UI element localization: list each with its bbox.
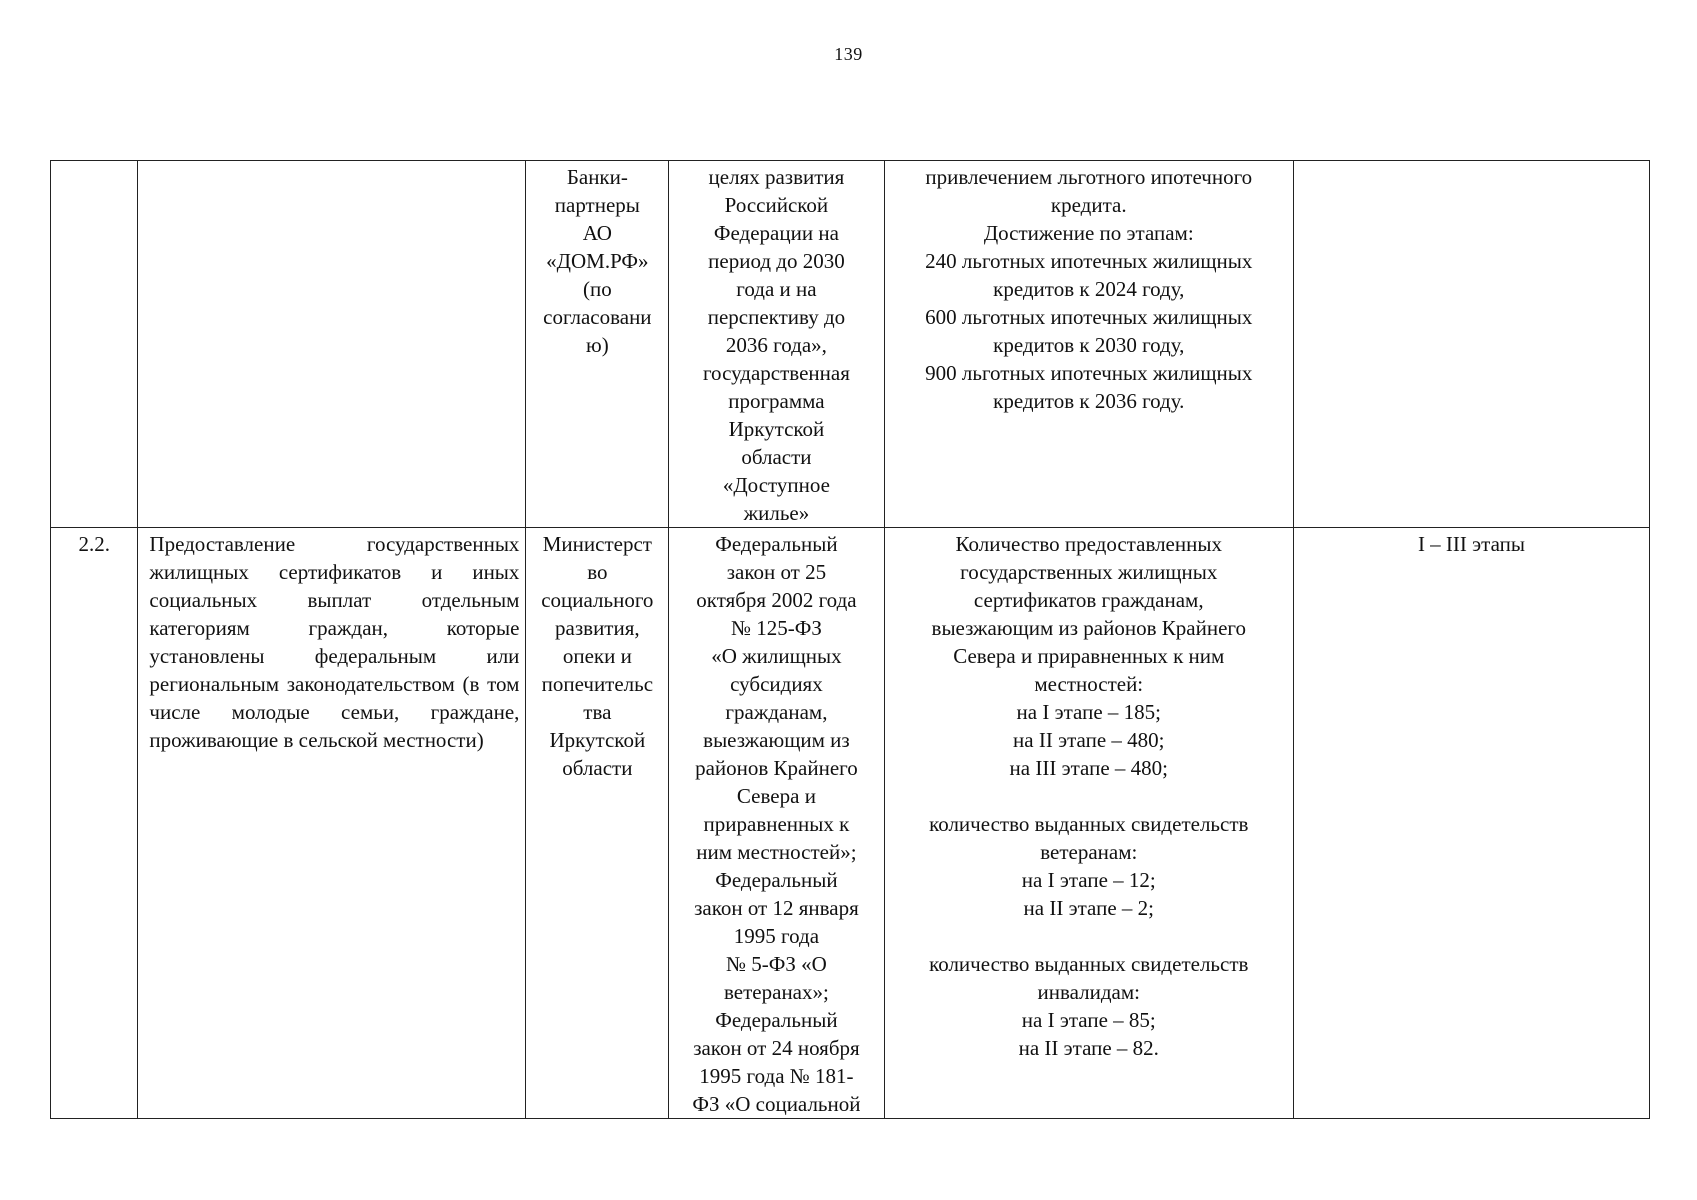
cell-executors	[526, 528, 669, 1119]
text-line: на III этапе – 480;	[1009, 756, 1168, 780]
text-line: на I этапе – 85;	[1021, 1008, 1156, 1032]
text-line: развития,	[555, 616, 640, 640]
text-line: 1995 года № 181-	[699, 1064, 854, 1088]
text-line: Севера и приравненных к ним	[953, 644, 1225, 668]
text-line: кредита.	[1050, 193, 1127, 217]
text-line: тва	[583, 700, 612, 724]
line-gap	[891, 922, 1287, 950]
text-line: кредитов к 2030 году,	[993, 333, 1185, 357]
text-line: Севера и	[736, 784, 816, 808]
text-line: кредитов к 2036 году.	[993, 389, 1185, 413]
text-line: Российской	[724, 193, 829, 217]
text-line: субсидиях	[730, 672, 823, 696]
table-row	[51, 161, 1650, 528]
text-line: жилье»	[743, 501, 810, 525]
text-line: Иркутской	[549, 728, 646, 752]
text-line: «ДОМ.РФ»	[546, 249, 649, 273]
text-line: привлечением льготного ипотечного	[925, 165, 1253, 189]
text-line: государственных жилищных	[960, 560, 1218, 584]
cell-legal-basis	[669, 161, 884, 528]
text-line: кредитов к 2024 году,	[993, 277, 1185, 301]
table-row	[51, 528, 1650, 1119]
text-line: Банки-	[566, 165, 628, 189]
cell-description: Предоставление государственных жилищных сертификатов и иных социальных выплат отдельным категориям граждан, которые установлены федеральным или региональным законодательством (в том числе молодые семьи, граждане, проживающие в сельской местности)	[138, 528, 526, 1119]
text-line: инвалидам:	[1037, 980, 1140, 1004]
text-line: Количество предоставленных	[955, 532, 1222, 556]
page-number: 139	[834, 44, 863, 64]
text-line: согласовани	[543, 305, 652, 329]
text-line: опеки и	[562, 644, 632, 668]
text-line: ФЗ «О социальной	[692, 1092, 861, 1116]
text-line: № 125-ФЗ	[730, 616, 822, 640]
cell-number: 2.2.	[51, 528, 138, 1119]
cell-stages	[1293, 161, 1649, 528]
cell-executors	[526, 161, 669, 528]
text-line: на II этапе – 480;	[1013, 728, 1165, 752]
text-line: на I этапе – 12;	[1021, 868, 1156, 892]
text-line: попечительс	[541, 672, 654, 696]
text-line: «Доступное	[722, 473, 830, 497]
cell-description	[138, 161, 526, 528]
text-line: количество выданных свидетельств	[929, 952, 1249, 976]
text-line: Федеральный	[715, 868, 838, 892]
line-gap	[891, 782, 1287, 810]
text-line: во	[587, 560, 608, 584]
text-line: целях развития	[708, 165, 845, 189]
cell-number	[51, 161, 138, 528]
text-line: области	[562, 756, 633, 780]
text-line: Достижение по этапам:	[983, 221, 1194, 245]
text-line: приравненных к	[703, 812, 850, 836]
text-line: партнеры	[554, 193, 640, 217]
text-line: период до 2030	[708, 249, 845, 273]
text-line: (по	[582, 277, 612, 301]
text-line: ним местностей»;	[696, 840, 857, 864]
text-line: октября 2002 года	[696, 588, 857, 612]
text-line: закон от 12 января	[694, 896, 859, 920]
text-line: 600 льготных ипотечных жилищных	[925, 305, 1253, 329]
text-line: на II этапе – 2;	[1023, 896, 1154, 920]
text-line: 900 льготных ипотечных жилищных	[925, 361, 1253, 385]
text-line: перспективу до	[707, 305, 846, 329]
text-line: социального	[541, 588, 654, 612]
text-line: № 5-ФЗ «О	[726, 952, 827, 976]
text-line: Федеральный	[715, 1008, 838, 1032]
text-line: года и на	[736, 277, 817, 301]
cell-legal-basis	[669, 528, 884, 1119]
text-line: количество выданных свидетельств	[929, 812, 1249, 836]
text-line: Министерст	[542, 532, 652, 556]
text-line: 2036 года»,	[725, 333, 827, 357]
text-line: программа	[728, 389, 825, 413]
cell-indicators	[884, 161, 1293, 528]
program-table	[50, 160, 1650, 1119]
text-line: районов Крайнего	[695, 756, 858, 780]
text-line: 240 льготных ипотечных жилищных	[925, 249, 1253, 273]
text-line: закон от 25	[726, 560, 827, 584]
text-line: сертификатов гражданам,	[973, 588, 1204, 612]
text-line: на I этапе – 185;	[1016, 700, 1161, 724]
text-line: закон от 24 ноября	[693, 1036, 860, 1060]
text-line: Федерации на	[713, 221, 839, 245]
text-line: местностей:	[1034, 672, 1144, 696]
text-line: ветеранам:	[1040, 840, 1138, 864]
text-line: выезжающим из районов Крайнего	[931, 616, 1246, 640]
text-line: государственная	[702, 361, 850, 385]
text-line: ветеранах»;	[724, 980, 829, 1004]
cell-stages: I – III этапы	[1293, 528, 1649, 1119]
text-line: Иркутской	[728, 417, 825, 441]
cell-indicators	[884, 528, 1293, 1119]
text-line: АО	[582, 221, 612, 245]
text-line: гражданам,	[725, 700, 828, 724]
text-line: выезжающим из	[703, 728, 850, 752]
text-line: «О жилищных	[711, 644, 842, 668]
text-line: ю)	[586, 333, 609, 357]
text-line: Федеральный	[715, 532, 838, 556]
text-line: 1995 года	[733, 924, 820, 948]
text-line: области	[741, 445, 812, 469]
text-line: на II этапе – 82.	[1018, 1036, 1159, 1060]
